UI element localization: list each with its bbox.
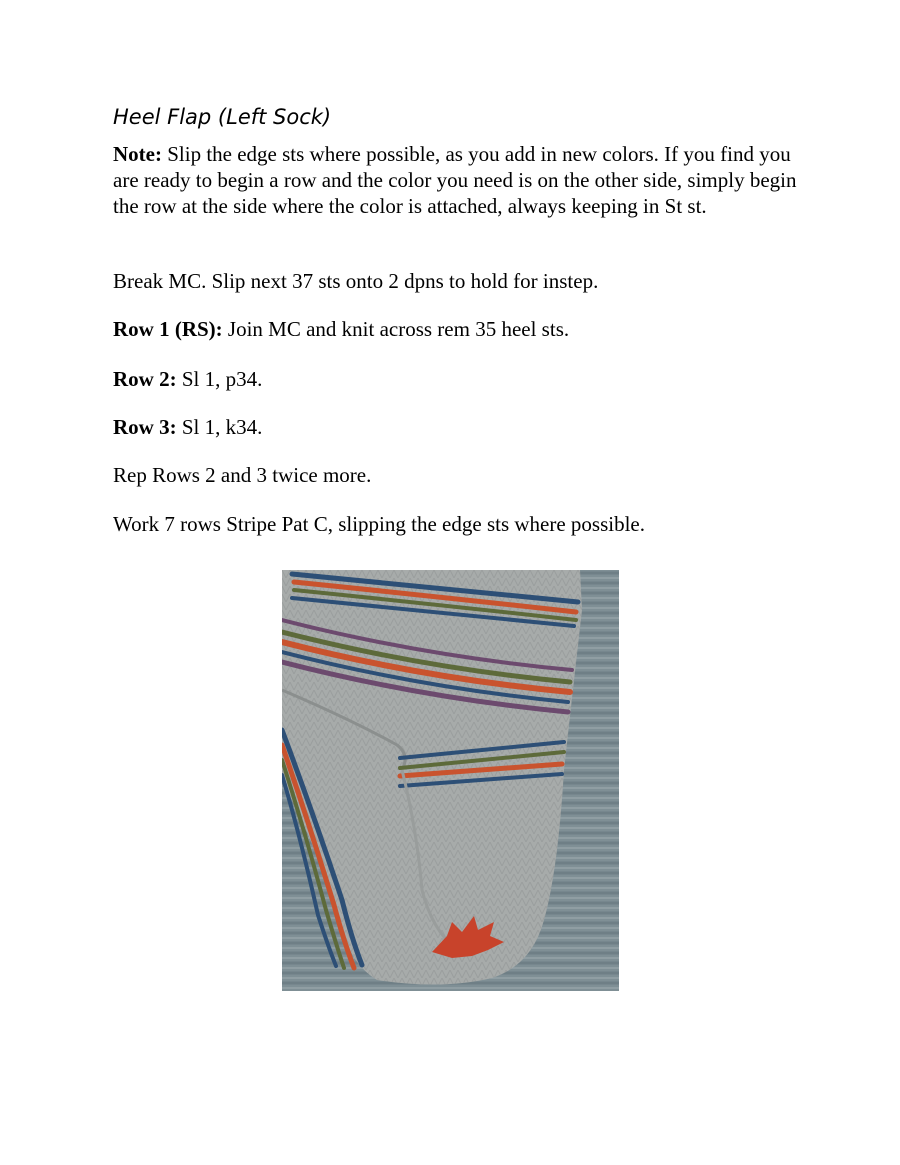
row3-label: Row 3: — [113, 415, 177, 439]
note-label: Note: — [113, 142, 162, 166]
repeat-paragraph — [113, 462, 803, 488]
section-heading: Heel Flap (Left Sock) — [113, 105, 332, 129]
break-text: Break MC. Slip next 37 sts onto 2 dpns to hold for instep. — [113, 269, 599, 293]
row1-text: Join MC and knit across rem 35 heel sts. — [222, 317, 570, 341]
row1-paragraph — [113, 316, 803, 342]
row2-label: Row 2: — [113, 367, 177, 391]
row3-paragraph — [113, 414, 803, 440]
row2-paragraph — [113, 366, 803, 392]
work-paragraph — [113, 511, 803, 537]
row1-label: Row 1 (RS): — [113, 317, 223, 341]
repeat-text: Rep Rows 2 and 3 twice more. — [113, 463, 372, 487]
break-paragraph — [113, 268, 803, 294]
sock-illustration — [282, 570, 619, 991]
note-text: Slip the edge sts where possible, as you add in new colors. If you find you are ready to begin a row and the color you need is on the other side, simply begin the row at the side where the color is attached, always keeping in St st. — [113, 142, 797, 218]
sock-heel-photo — [282, 570, 619, 991]
row2-text: Sl 1, p34. — [176, 367, 263, 391]
note-paragraph — [113, 141, 803, 219]
work-text: Work 7 rows Stripe Pat C, slipping the edge sts where possible. — [113, 512, 646, 536]
row3-text: Sl 1, k34. — [176, 415, 263, 439]
